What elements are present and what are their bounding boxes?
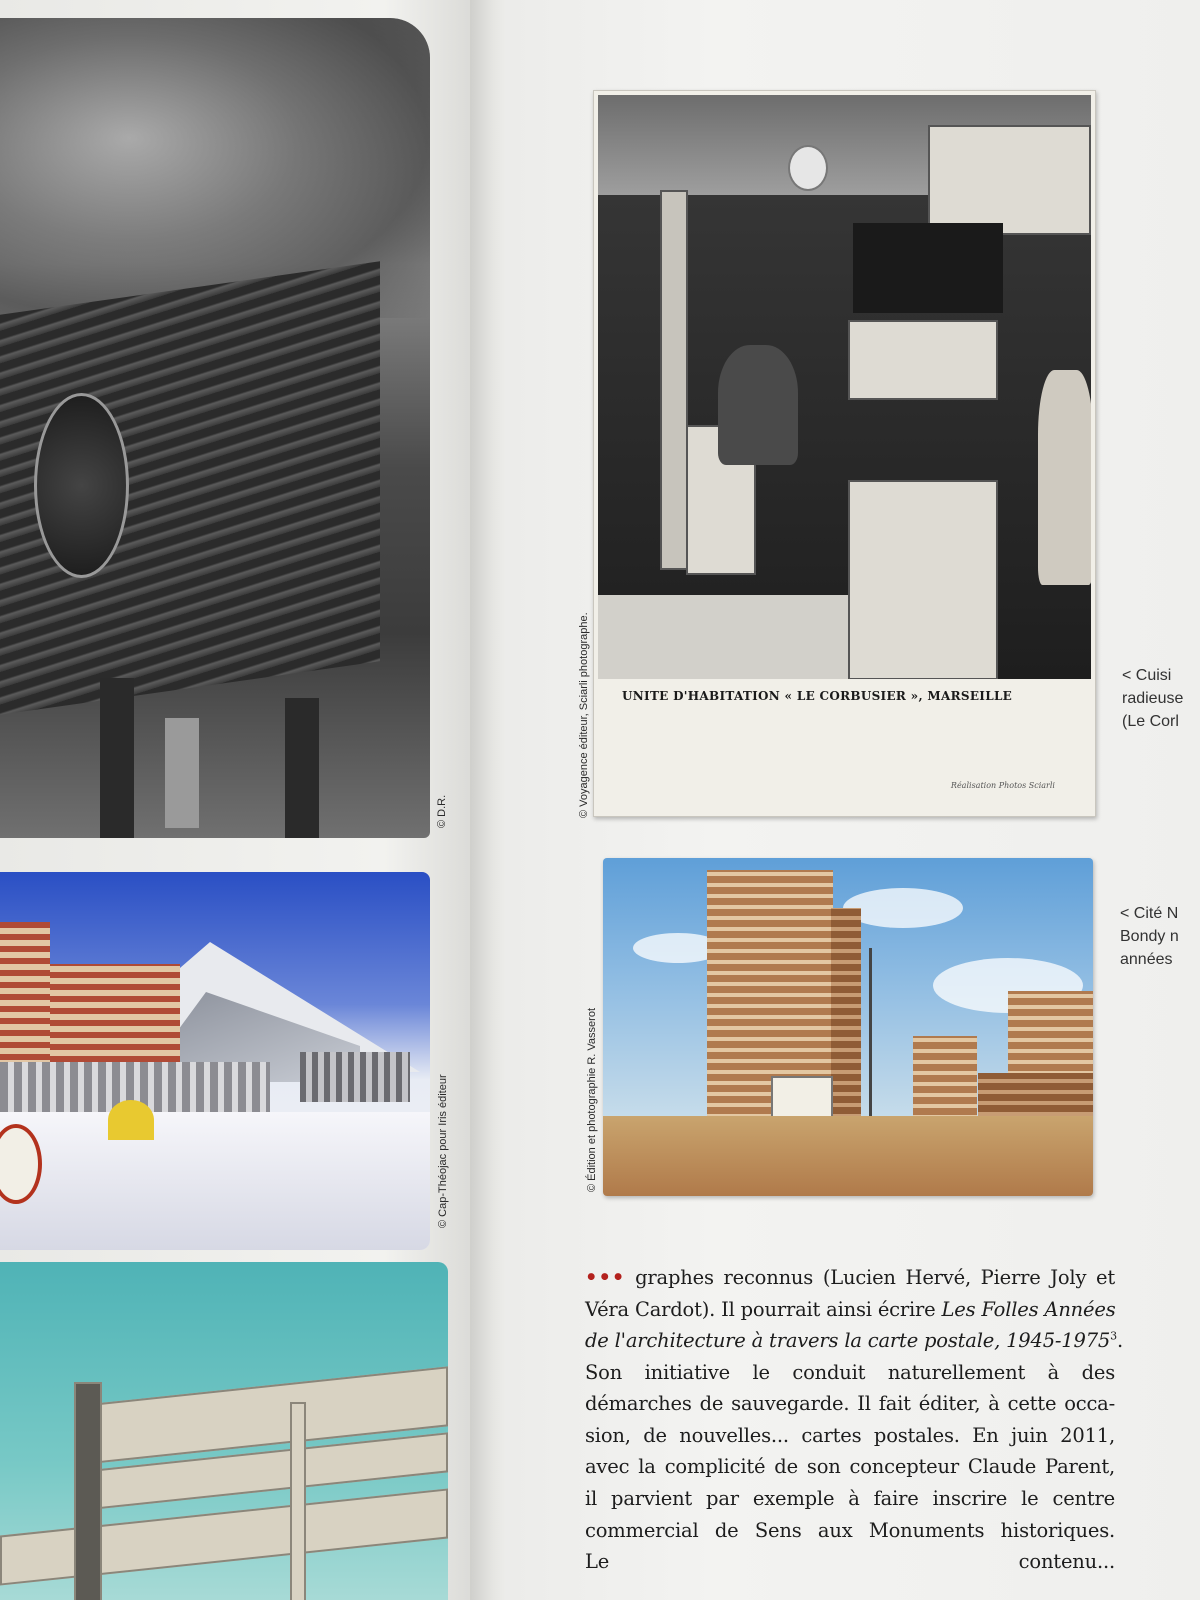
bondy-towers-postcard [603,858,1093,1196]
caption-line: années [1120,951,1173,969]
text-line: sion, de nouvelles... cartes postales. En juin 2011, [585,1423,1115,1447]
postcard-caption: UNITE D'HABITATION « LE CORBUSIER », MARSEILLE [622,689,1013,703]
kitchen-postcard [593,90,1096,817]
wall-plate [788,145,828,191]
snow-field [0,1112,430,1250]
text-segment: Véra Cardot). Il pourrait ainsi écrire [585,1297,942,1321]
resort-building [50,964,180,1074]
caption-line: (Le Corl [1122,713,1179,731]
book-title: de l'architecture à travers la carte postale, 1945-1975 [585,1329,1111,1353]
kitchen-photo [598,95,1091,679]
continuation-dots: ••• [585,1266,626,1289]
book-title: Les Folles Années [941,1297,1116,1321]
credit-bondy: © Édition et photographie R. Vasserot [586,1007,598,1192]
credit-forest: © D.R. [436,794,448,828]
text-line: Son initiative le conduit naturellement à des [585,1360,1115,1384]
resort-building [0,922,50,1072]
text-line: démarches de sauvegarde. Il fait éditer, à cette occa- [585,1392,1115,1416]
railing-low [0,1488,448,1585]
street-lamp [869,948,872,1128]
teal-structure-photo [0,1262,448,1600]
book-gutter [470,0,510,1600]
credit-ski: © Cap-Théojac pour Iris éditeur [437,1074,449,1228]
pillar [285,698,319,838]
footnote-marker: 3 [1110,1329,1117,1343]
yellow-dome [108,1100,154,1140]
photographer-signature: Réalisation Photos Sciarli [950,781,1055,790]
woman-figure [718,345,798,465]
ski-resort-postcard [0,872,430,1250]
text-line: il parvient par exemple à faire inscrire le centre [585,1487,1115,1511]
round-window [34,393,129,578]
text-line: commercial de Sens aux Monuments historiques. [585,1518,1115,1542]
text-line [585,1325,1123,1357]
lower-cabinet [848,480,998,679]
credit-kitchen: © Voyagence éditeur, Sciarli photographe. [578,612,590,818]
child-figure [1038,370,1091,585]
railing-post [74,1382,102,1600]
pillar [100,678,134,838]
text-segment: . [1116,1329,1123,1353]
plaza-ground [603,1116,1093,1196]
text-line [585,1294,1115,1326]
caption-line: < Cité N [1120,905,1179,922]
cloud [843,888,963,928]
tower-block-side [831,908,861,1125]
caption-line: radieuse [1122,690,1184,708]
tower-block [913,1036,977,1126]
body-text [585,1262,1123,1578]
upper-cabinet [928,125,1091,235]
caption-line: < Cuisi [1122,667,1172,684]
text-line: Le contenu... [585,1550,1115,1574]
kitchen-floor [598,595,848,679]
forest-building-photo [0,18,430,838]
text-segment: graphes reconnus (Lucien Hervé, Pierre Joly et [625,1266,1115,1289]
caption-line: Bondy n [1120,928,1179,946]
cabinet-opening [853,223,1003,313]
railing-post [290,1402,306,1600]
pillar [165,718,199,828]
text-line [585,1262,1115,1294]
kitchen-side-caption [1122,664,1183,734]
bondy-side-caption [1120,902,1179,972]
text-line: avec la complicité de son concepteur Claude Parent, [585,1455,1115,1479]
resort-building [300,1052,410,1102]
counter-panel [848,320,998,400]
column [660,190,688,570]
